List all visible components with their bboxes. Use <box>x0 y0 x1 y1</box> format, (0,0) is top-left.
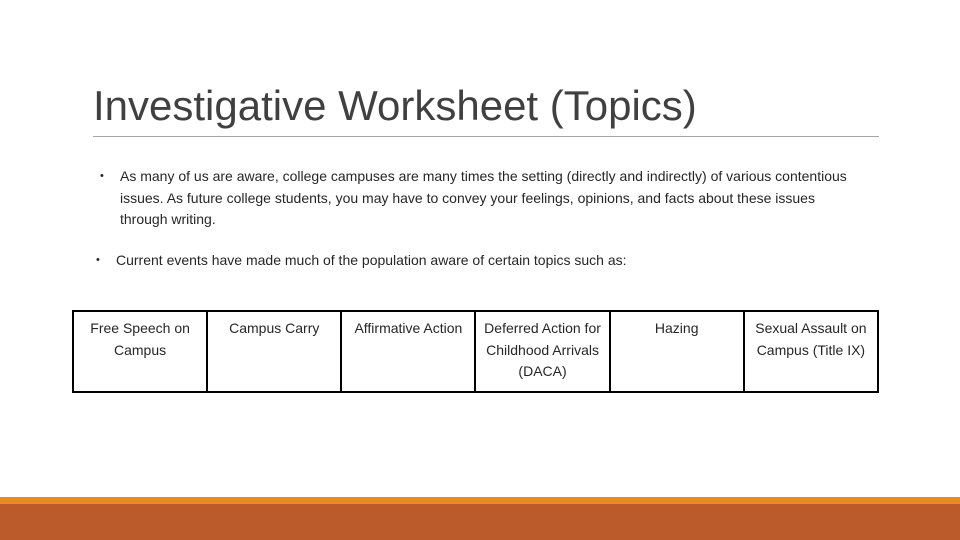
topic-cell-free-speech: Free Speech on Campus <box>73 311 207 392</box>
bullet-marker: • <box>96 254 100 266</box>
footer-bar-highlight <box>0 497 960 504</box>
topic-cell-campus-carry: Campus Carry <box>207 311 341 392</box>
table-row <box>73 311 878 392</box>
bullet-text: As many of us are aware, college campuses are many times the setting (directly and indirectly) of various contentious issues. As future college students, you may have to convey your feelings, opinions, and facts about these issues through writing. <box>120 168 847 227</box>
topic-cell-daca: Deferred Action for Childhood Arrivals (DACA) <box>475 311 609 392</box>
bullet-item-current-events <box>96 250 876 272</box>
slide-title: Investigative Worksheet (Topics) <box>93 82 697 129</box>
topic-cell-affirmative-action: Affirmative Action <box>341 311 475 392</box>
title-divider <box>93 136 879 137</box>
topics-table <box>72 310 879 393</box>
topic-cell-hazing: Hazing <box>610 311 744 392</box>
topic-cell-title-ix: Sexual Assault on Campus (Title IX) <box>744 311 878 392</box>
bullet-text: Current events have made much of the population aware of certain topics such as: <box>116 252 627 268</box>
bullet-marker: • <box>100 170 104 182</box>
bullet-item-intro <box>100 166 860 231</box>
